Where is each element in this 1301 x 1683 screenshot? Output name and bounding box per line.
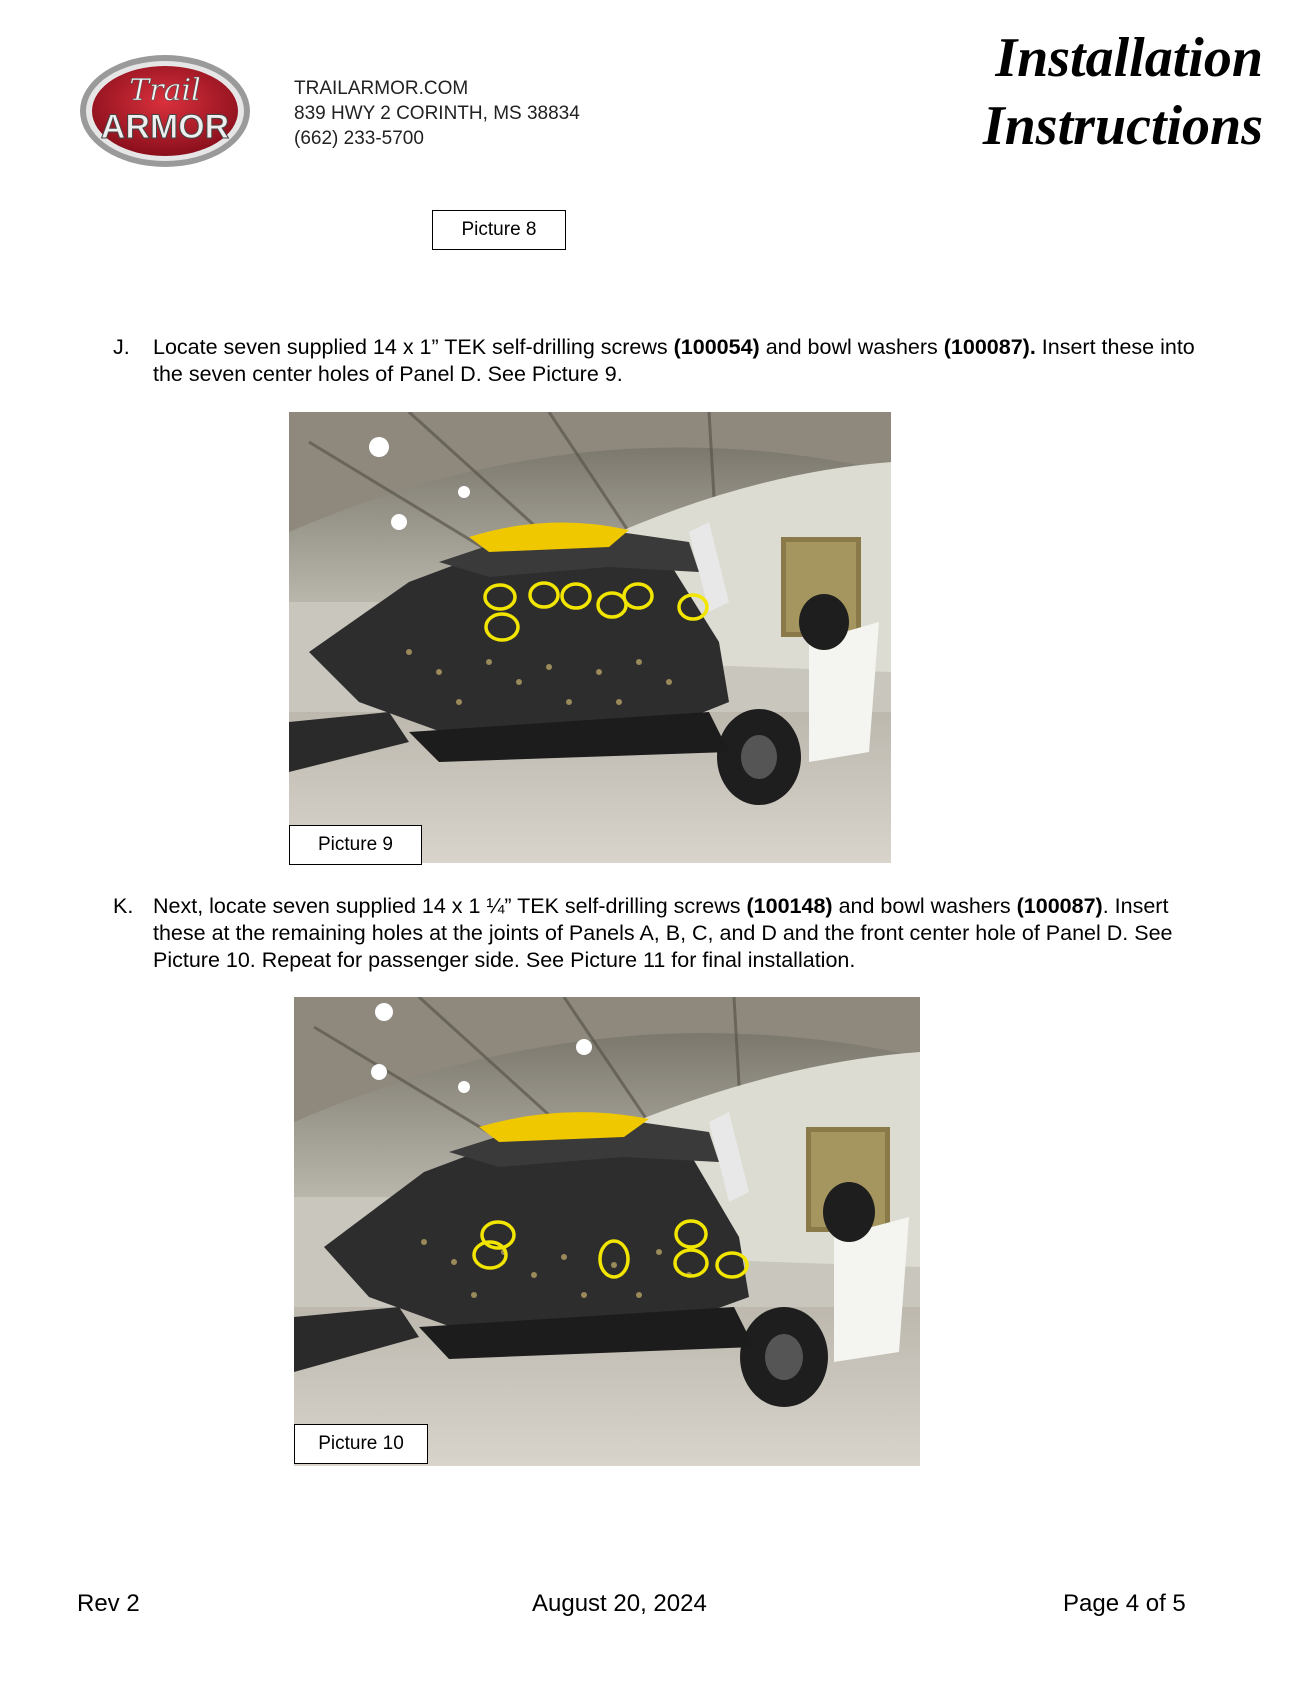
company-phone: (662) 233-5700 xyxy=(294,128,424,149)
step-j-part-number-screw: (100054) xyxy=(673,335,760,359)
step-j-text-1: Locate seven supplied 14 x 1” TEK self-drilling screws xyxy=(153,335,674,359)
step-k-text-3: . Insert these at the remaining holes at the joints of Panels A, B, C, and D and the front center hole of Panel D. See Picture 10. Repeat for passenger side. See Picture 11 for final installation. xyxy=(153,894,1173,972)
picture-9-photo xyxy=(289,412,891,863)
company-address: 839 HWY 2 CORINTH, MS 38834 xyxy=(294,103,580,124)
step-j xyxy=(113,334,1223,388)
company-info xyxy=(294,76,580,151)
step-j-text-3: Insert these into the seven center holes of Panel D. See Picture 9. xyxy=(153,335,1195,386)
footer-page-number: Page 4 of 5 xyxy=(1063,1590,1186,1617)
step-j-part-number-washer: (100087). xyxy=(943,335,1036,359)
footer-revision: Rev 2 xyxy=(77,1590,140,1617)
step-j-text-2: and bowl washers xyxy=(759,335,944,359)
step-k-part-number-washer: (100087) xyxy=(1016,894,1103,918)
step-k xyxy=(113,893,1223,974)
company-website: TRAILARMOR.COM xyxy=(294,78,469,99)
step-j-letter: J. xyxy=(113,335,130,359)
step-k-text xyxy=(153,893,1223,974)
svg-text:ARMOR: ARMOR xyxy=(100,108,230,146)
step-k-part-number-screw: (100148) xyxy=(746,894,833,918)
step-j-text xyxy=(153,334,1223,388)
trail-armor-logo xyxy=(78,52,253,170)
title-line-2: Instructions xyxy=(982,95,1263,157)
footer-date: August 20, 2024 xyxy=(532,1590,707,1617)
svg-text:Trail: Trail xyxy=(129,73,201,108)
picture-10-photo xyxy=(294,997,920,1466)
title-line-1: Installation xyxy=(995,27,1263,89)
picture-9-caption: Picture 9 xyxy=(289,825,422,865)
step-k-text-1: Next, locate seven supplied 14 x 1 ¼” TEK self-drilling screws xyxy=(153,894,747,918)
document-title xyxy=(983,24,1263,160)
step-k-text-2: and bowl washers xyxy=(832,894,1017,918)
step-k-letter: K. xyxy=(113,894,134,918)
picture-10-caption: Picture 10 xyxy=(294,1424,428,1464)
picture-8-caption: Picture 8 xyxy=(432,210,566,250)
